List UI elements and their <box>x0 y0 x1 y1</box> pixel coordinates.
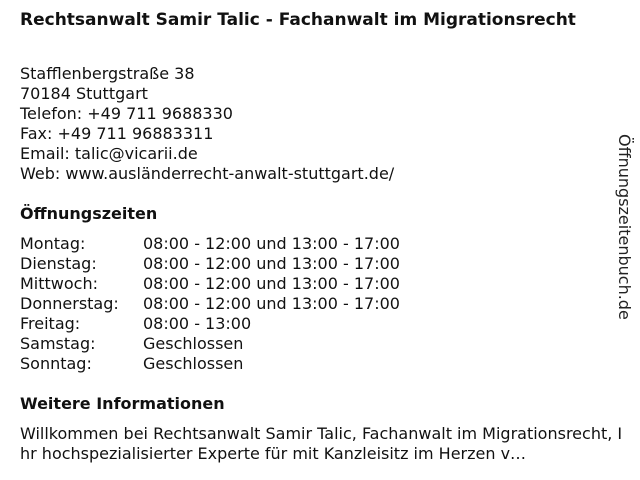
hours-value: 08:00 - 13:00 <box>143 314 252 333</box>
business-description: Willkommen bei Rechtsanwalt Samir Talic, Fachanwalt im Migrationsrecht, Ihr hochspezialisierter Experte für mit Kanzleisitz im Herzen v… <box>20 424 623 463</box>
day-label: Dienstag: <box>20 254 97 273</box>
day-label: Sonntag: <box>20 354 92 373</box>
hours-row-wednesday <box>20 274 400 294</box>
day-label: Mittwoch: <box>20 274 98 293</box>
contact-block <box>20 64 394 184</box>
business-title: Rechtsanwalt Samir Talic - Fachanwalt im Migrationsrecht <box>20 10 576 30</box>
more-info-heading: Weitere Informationen <box>20 394 225 413</box>
hours-row-thursday <box>20 294 400 314</box>
city-address: 70184 Stuttgart <box>20 84 148 103</box>
day-label: Montag: <box>20 234 86 253</box>
street-address: Stafflenbergstraße 38 <box>20 64 195 83</box>
fax-number: Fax: +49 711 96883311 <box>20 124 214 143</box>
hours-row-saturday <box>20 334 400 354</box>
phone-number: Telefon: +49 711 9688330 <box>20 104 233 123</box>
hours-value: 08:00 - 12:00 und 13:00 - 17:00 <box>143 254 400 273</box>
hours-row-friday <box>20 314 400 334</box>
hours-value: 08:00 - 12:00 und 13:00 - 17:00 <box>143 274 400 293</box>
hours-value: 08:00 - 12:00 und 13:00 - 17:00 <box>143 234 400 253</box>
opening-hours-heading: Öffnungszeiten <box>20 204 158 223</box>
site-watermark: Öffnungszeitenbuch.de <box>615 134 634 320</box>
hours-value: Geschlossen <box>143 334 244 353</box>
opening-hours-table <box>20 234 400 374</box>
hours-row-monday <box>20 234 400 254</box>
hours-row-sunday <box>20 354 400 374</box>
day-label: Freitag: <box>20 314 81 333</box>
day-label: Donnerstag: <box>20 294 119 313</box>
hours-value: 08:00 - 12:00 und 13:00 - 17:00 <box>143 294 400 313</box>
hours-value: Geschlossen <box>143 354 244 373</box>
day-label: Samstag: <box>20 334 96 353</box>
hours-row-tuesday <box>20 254 400 274</box>
website-address: Web: www.ausländerrecht-anwalt-stuttgart.de/ <box>20 164 395 183</box>
email-address: Email: talic@vicarii.de <box>20 144 198 163</box>
